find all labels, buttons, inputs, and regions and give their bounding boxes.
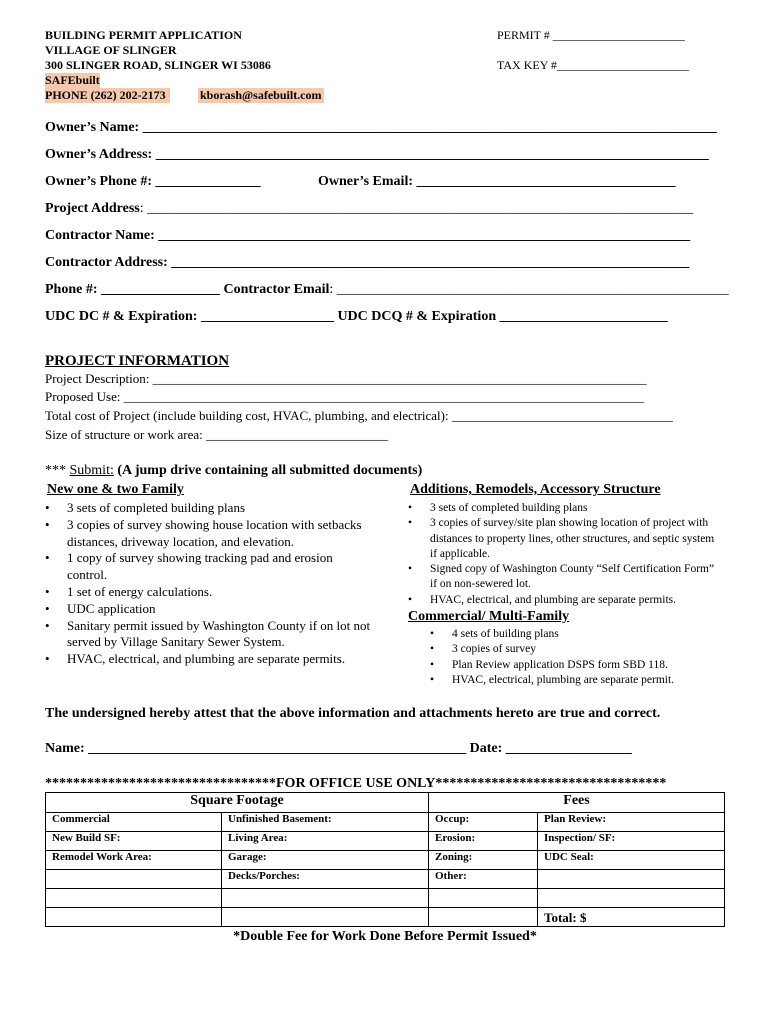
total-cost-field[interactable]: Total cost of Project (include building cost, HVAC, plumbing, and electrical): __________________________________ [45, 408, 673, 423]
bullet-icon: • [45, 617, 50, 633]
list-item [408, 501, 718, 516]
udc-field[interactable]: UDC DC # & Expiration: ___________________ UDC DCQ # & Expiration ________________________ [45, 309, 668, 324]
bullet-icon: • [45, 651, 50, 667]
tax-key-field[interactable]: TAX KEY #______________________ [497, 58, 689, 72]
table-cell[interactable]: Living Area: [222, 832, 429, 851]
owner-phone-field[interactable]: Owner’s Phone #: _______________ [45, 174, 261, 189]
table-cell[interactable]: Zoning: [429, 851, 538, 870]
attestation-text: The undersigned hereby attest that the above information and attachments hereto are true and correct. [45, 706, 661, 721]
table-cell[interactable]: Decks/Porches: [222, 870, 429, 889]
new-family-heading: New one & two Family [47, 482, 184, 497]
table-row [46, 870, 725, 889]
list-item-text: HVAC, electrical, and plumbing are separate permits. [430, 593, 676, 606]
table-cell[interactable]: Erosion: [429, 832, 538, 851]
new-family-list [45, 500, 375, 668]
project-address-line[interactable]: : ______________________________________________________________________________ [139, 201, 694, 216]
list-item [430, 642, 720, 657]
list-item [45, 550, 375, 584]
list-item [45, 618, 375, 652]
village-name: VILLAGE OF SLINGER [45, 43, 177, 57]
bullet-icon: • [430, 643, 435, 656]
list-item [408, 593, 718, 608]
office-use-banner: *********************************FOR OFFICE USE ONLY********************************* [45, 776, 667, 791]
list-item-text: UDC application [67, 600, 156, 616]
table-row [46, 832, 725, 851]
village-address: 300 SLINGER ROAD, SLINGER WI 53086 [45, 58, 271, 72]
list-item-text: 1 copy of survey showing tracking pad and erosion control. [67, 550, 333, 583]
phone-line[interactable]: _________________ Contractor Email [101, 282, 330, 297]
bullet-icon: • [408, 593, 413, 606]
table-cell[interactable] [222, 908, 429, 927]
table-row [46, 889, 725, 908]
owner-email-field[interactable]: Owner’s Email: _____________________________________ [318, 174, 676, 189]
contractor-phone-email-field[interactable] [45, 282, 729, 298]
table-cell[interactable]: Commercial [46, 813, 222, 832]
list-item-text: 1 set of energy calculations. [67, 583, 213, 599]
table-cell[interactable]: Inspection/ SF: [538, 832, 725, 851]
phone-number: PHONE (262) 202-2173 [45, 88, 170, 103]
submit-line [45, 463, 422, 479]
list-item-text: 3 copies of survey showing house location with setbacks distances, driveway location, and elevation. [67, 516, 362, 549]
contractor-email-line[interactable]: : ________________________________________________________ [329, 282, 729, 297]
bullet-icon: • [45, 500, 50, 515]
table-row [46, 851, 725, 870]
list-item [45, 517, 375, 551]
signature-name-date-field[interactable]: Name: ______________________________________________________ Date: __________________ [45, 741, 632, 756]
table-cell[interactable]: Other: [429, 870, 538, 889]
table-cell[interactable]: Garage: [222, 851, 429, 870]
bullet-icon: • [408, 517, 413, 530]
list-item [45, 601, 375, 618]
table-cell[interactable] [429, 889, 538, 908]
bullet-icon: • [408, 502, 413, 514]
form-title: BUILDING PERMIT APPLICATION [45, 28, 242, 42]
list-item [45, 584, 375, 601]
list-item-text: HVAC, electrical, plumbing are separate permit. [452, 673, 675, 686]
submit-label: Submit: [69, 463, 114, 478]
list-item-text: 3 copies of survey [452, 643, 536, 656]
proposed-use-field[interactable]: Proposed Use: ________________________________________________________________________________ [45, 389, 644, 404]
table-cell[interactable]: UDC Seal: [538, 851, 725, 870]
additions-list [408, 501, 718, 608]
owner-name-field[interactable]: Owner’s Name: __________________________________________________________________________________ [45, 120, 717, 135]
commercial-heading: Commercial/ Multi-Family [408, 609, 570, 624]
list-item-text: Sanitary permit issued by Washington County if on lot not served by Village Sanitary Sewer System. [67, 617, 371, 650]
list-item [430, 673, 720, 688]
fees-header: Fees [429, 793, 725, 813]
table-cell[interactable]: Unfinished Basement: [222, 813, 429, 832]
table-cell[interactable] [46, 889, 222, 908]
double-fee-note: *Double Fee for Work Done Before Permit Issued* [233, 929, 537, 944]
bullet-icon: • [45, 600, 50, 616]
total-cell[interactable]: Total: $ [538, 908, 725, 927]
list-item-text: 4 sets of building plans [452, 628, 559, 640]
contractor-name-field[interactable]: Contractor Name: ____________________________________________________________________________ [45, 228, 691, 243]
bullet-icon: • [430, 673, 435, 686]
list-item [45, 500, 375, 517]
list-item-text: Plan Review application DSPS form SBD 118. [452, 658, 668, 671]
project-address-field[interactable] [45, 201, 693, 217]
project-address-label: Project Address [45, 201, 140, 216]
table-cell[interactable] [46, 908, 222, 927]
bullet-icon: • [45, 550, 50, 566]
table-cell[interactable] [538, 870, 725, 889]
table-row [46, 813, 725, 832]
structure-size-field[interactable]: Size of structure or work area: ____________________________ [45, 427, 388, 442]
list-item [408, 562, 718, 593]
table-cell[interactable] [46, 870, 222, 889]
owner-address-field[interactable]: Owner’s Address: _______________________________________________________________________________ [45, 147, 709, 162]
table-cell[interactable]: Remodel Work Area: [46, 851, 222, 870]
bullet-icon: • [45, 583, 50, 599]
company-name: SAFEbuilt [45, 73, 100, 87]
list-item [45, 651, 375, 668]
list-item-text: Signed copy of Washington County “Self Certification Form” if on non-sewered lot. [430, 563, 715, 591]
bullet-icon: • [45, 516, 50, 532]
list-item-text: 3 copies of survey/site plan showing location of project with distances to property lines, other structures, and septic system if applicable. [430, 517, 715, 560]
submit-note: (A jump drive containing all submitted documents) [113, 463, 423, 478]
bullet-icon: • [430, 658, 435, 671]
commercial-list [430, 627, 720, 688]
office-use-table [45, 792, 725, 927]
contractor-address-field[interactable]: Contractor Address: __________________________________________________________________________ [45, 255, 690, 270]
phone-label: Phone #: [45, 282, 101, 297]
list-item-text: 3 sets of completed building plans [430, 502, 588, 514]
submit-prefix: *** [45, 463, 70, 478]
permit-number-field[interactable]: PERMIT # ______________________ [497, 28, 685, 42]
bullet-icon: • [430, 628, 435, 640]
square-footage-header: Square Footage [46, 793, 429, 813]
table-row [46, 908, 725, 927]
bullet-icon: • [408, 563, 413, 576]
project-information-heading: PROJECT INFORMATION [45, 353, 230, 369]
table-cell[interactable]: Plan Review: [538, 813, 725, 832]
contact-email: kborash@safebuilt.com [200, 88, 322, 102]
table-cell[interactable]: New Build SF: [46, 832, 222, 851]
project-description-field[interactable]: Project Description: ____________________________________________________________________________ [45, 371, 647, 386]
list-item [430, 658, 720, 673]
list-item [430, 627, 720, 642]
table-cell[interactable] [222, 889, 429, 908]
table-cell[interactable]: Occup: [429, 813, 538, 832]
list-item-text: HVAC, electrical, and plumbing are separate permits. [67, 651, 346, 667]
table-cell[interactable] [538, 889, 725, 908]
table-cell[interactable] [429, 908, 538, 927]
additions-heading: Additions, Remodels, Accessory Structure [410, 482, 661, 497]
list-item [408, 516, 718, 562]
list-item-text: 3 sets of completed building plans [67, 500, 246, 515]
